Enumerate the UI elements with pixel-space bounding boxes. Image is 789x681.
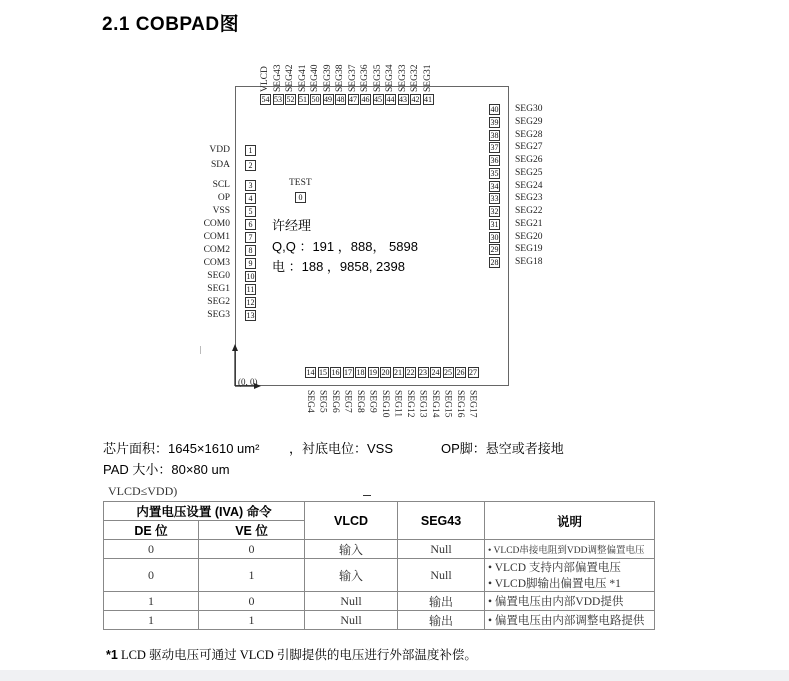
pad-33: 33	[490, 194, 499, 204]
pad-50: 50	[311, 95, 320, 104]
pad-46: 46	[361, 95, 370, 104]
bottom-strip	[0, 670, 789, 681]
pad-label-seg18: SEG18	[515, 257, 543, 267]
pad-label-seg33: SEG33	[397, 64, 408, 92]
contact-qq: Q,Q ：191 ，888， 5898	[272, 239, 418, 254]
pad-label-seg32: SEG32	[410, 64, 420, 92]
footnote-mark: *1	[106, 648, 118, 662]
cell-seg43: 输出	[398, 592, 485, 611]
pad-12: 12	[246, 298, 255, 307]
pad-label-seg11: SEG11	[392, 390, 403, 418]
pad-label-seg22: SEG22	[515, 206, 543, 216]
contact-phone: 电 ：188 ，9858, 2398	[272, 259, 405, 274]
pad-label-seg6: SEG6	[330, 390, 340, 413]
pad-25: 25	[444, 368, 452, 377]
pad-20: 20	[381, 368, 390, 377]
pad-9: 9	[245, 258, 256, 269]
cell-vlcd: Null	[305, 592, 398, 611]
pad-53: 53	[274, 95, 282, 104]
pad-43: 43	[399, 95, 407, 104]
pad-label-seg19: SEG19	[515, 244, 543, 255]
cell-vlcd: 输入	[305, 559, 398, 592]
section-title: 2.1 COBPAD图	[102, 14, 240, 35]
pad-16: 16	[331, 368, 340, 377]
pad-label-seg42: SEG42	[285, 64, 295, 92]
pad-11: 11	[246, 285, 255, 294]
pad-label-seg14: SEG14	[430, 390, 440, 418]
vlcd-column-header: VLCD	[305, 502, 398, 540]
pad-1: 1	[245, 145, 256, 156]
pad-39: 39	[490, 117, 499, 127]
pad-2: 2	[245, 160, 256, 171]
pad-label-com0: COM0	[203, 219, 230, 229]
pad-42: 42	[411, 95, 420, 104]
iva-group-header: 内置电压设置 (IVA) 命令	[104, 502, 305, 521]
cell-de: 0	[104, 540, 199, 559]
pad-label-seg13: SEG13	[417, 390, 428, 418]
cell-ve: 1	[199, 611, 305, 630]
cell-seg43: Null	[398, 559, 485, 592]
table-row	[104, 611, 655, 630]
iva-settings-table	[103, 501, 655, 630]
pad-35: 35	[490, 168, 499, 178]
pad-label-seg30: SEG30	[515, 104, 543, 114]
pad-5: 5	[245, 206, 256, 217]
pad-label-com3: COM3	[203, 258, 230, 268]
pad-label-seg38: SEG38	[335, 64, 345, 92]
chip-area: 芯片面积：1645×1610 um²	[103, 441, 260, 456]
pad-label-seg4: SEG4	[305, 390, 315, 413]
cell-de: 0	[104, 559, 199, 592]
footnote	[106, 645, 477, 663]
pad-36: 36	[490, 156, 499, 165]
pad-14: 14	[306, 368, 315, 377]
pad-label-vdd: VDD	[209, 145, 230, 155]
table-row	[104, 592, 655, 611]
pad-label-seg43: SEG43	[272, 64, 283, 92]
table-row	[104, 540, 655, 559]
pad-label-op: OP	[217, 193, 230, 203]
pad-3: 3	[245, 180, 256, 191]
pad-label-seg2: SEG2	[207, 297, 230, 307]
pad-label-seg1: SEG1	[207, 284, 230, 294]
description-line: • VLCD脚输出偏置电压 *1	[488, 578, 621, 590]
pad-41: 41	[424, 95, 432, 104]
pad-label-seg25: SEG25	[515, 167, 543, 178]
test-pad-label: TEST	[289, 178, 312, 188]
pad-21: 21	[394, 368, 402, 377]
pad-label-seg41: SEG41	[297, 64, 308, 92]
cell-description	[485, 611, 655, 630]
pad-label-seg29: SEG29	[515, 116, 543, 127]
pad-label-com1: COM1	[203, 232, 230, 242]
pad-label-seg9: SEG9	[367, 390, 378, 413]
pad-label-seg3: SEG3	[207, 310, 230, 320]
pad-label-seg10: SEG10	[380, 390, 390, 418]
pad-7: 7	[245, 232, 256, 243]
dash-mark	[363, 495, 371, 496]
pad-37: 37	[490, 143, 499, 153]
pad-31: 31	[490, 219, 499, 229]
cell-description	[485, 540, 655, 559]
origin-label: (0, 0)	[238, 377, 258, 387]
cell-seg43: Null	[398, 540, 485, 559]
description-column-header: 说明	[485, 502, 655, 540]
footnote-text: LCD 驱动电压可通过 VLCD 引脚提供的电压进行外部温度补偿。	[117, 648, 477, 662]
pad-label-seg7: SEG7	[342, 390, 353, 413]
cell-de: 1	[104, 592, 199, 611]
pad-label-seg35: SEG35	[372, 64, 383, 92]
pad-size: PAD 大小：80×80 um	[103, 462, 230, 477]
pad-23: 23	[419, 368, 427, 377]
pad-label-seg12: SEG12	[405, 390, 415, 418]
pad-label-seg16: SEG16	[455, 390, 465, 418]
pad-label-seg23: SEG23	[515, 193, 543, 204]
pad-4: 4	[245, 193, 256, 204]
iva-table-body	[104, 540, 655, 630]
pad-label-seg36: SEG36	[360, 64, 370, 92]
pad-label-seg8: SEG8	[355, 390, 365, 413]
cell-ve: 1	[199, 559, 305, 592]
pad-17: 17	[344, 368, 352, 377]
description-line: • 偏置电压由内部VDD提供	[488, 596, 624, 608]
cell-seg43: 输出	[398, 611, 485, 630]
vlcd-note: VLCD≤VDD)	[108, 484, 178, 498]
pad-label-seg26: SEG26	[515, 155, 543, 165]
pad-label-seg21: SEG21	[515, 218, 543, 229]
cell-description	[485, 592, 655, 611]
pad-label-sda: SDA	[210, 160, 230, 170]
pad-47: 47	[349, 95, 357, 104]
pad-22: 22	[406, 368, 415, 377]
pad-13: 13	[246, 311, 255, 320]
pad-label-seg31: SEG31	[422, 64, 433, 92]
pad-label-seg28: SEG28	[515, 129, 543, 140]
cell-de: 1	[104, 611, 199, 630]
op-pin-note: OP脚：悬空或者接地	[441, 441, 564, 456]
pad-44: 44	[386, 95, 395, 104]
description-line: • VLCD串接电阻到VDD调整偏置电压	[488, 546, 645, 556]
pad-32: 32	[490, 207, 499, 216]
pad-30: 30	[490, 232, 499, 242]
test-pad: 0	[295, 192, 306, 203]
pad-label-seg34: SEG34	[385, 64, 395, 92]
pad-28: 28	[490, 258, 499, 267]
pad-24: 24	[431, 368, 440, 377]
cell-ve: 0	[199, 592, 305, 611]
pad-18: 18	[356, 368, 365, 377]
pad-19: 19	[369, 368, 377, 377]
pad-label-seg17: SEG17	[467, 390, 478, 418]
cell-description	[485, 559, 655, 592]
pad-54: 54	[261, 95, 270, 104]
description-line: • 偏置电压由内部调整电路提供	[488, 615, 645, 627]
pad-40: 40	[490, 105, 499, 114]
edge-mark	[200, 346, 201, 354]
description-line: • VLCD 支持内部偏置电压	[488, 562, 621, 574]
pad-27: 27	[469, 368, 477, 377]
pad-label-seg24: SEG24	[515, 180, 543, 191]
contact-name: 许经理	[272, 218, 312, 233]
pad-label-seg40: SEG40	[310, 64, 320, 92]
cell-ve: 0	[199, 540, 305, 559]
pad-15: 15	[319, 368, 327, 377]
pad-29: 29	[490, 245, 499, 255]
pad-38: 38	[490, 130, 499, 140]
pad-34: 34	[490, 181, 499, 191]
pad-label-seg39: SEG39	[322, 64, 333, 92]
pad-label-seg37: SEG37	[347, 64, 358, 92]
pad-label-com2: COM2	[203, 245, 230, 255]
cell-vlcd: 输入	[305, 540, 398, 559]
pad-52: 52	[286, 95, 295, 104]
pad-48: 48	[336, 95, 345, 104]
pad-label-seg20: SEG20	[515, 231, 543, 242]
pad-51: 51	[299, 95, 307, 104]
pad-26: 26	[456, 368, 465, 377]
pad-label-vlcd: VLCD	[260, 66, 270, 92]
pad-8: 8	[245, 245, 256, 256]
pad-label-seg15: SEG15	[442, 390, 453, 418]
pad-45: 45	[374, 95, 382, 104]
pad-10: 10	[246, 272, 255, 281]
seg43-column-header: SEG43	[398, 502, 485, 540]
pad-label-seg27: SEG27	[515, 142, 543, 153]
pad-6: 6	[245, 219, 256, 230]
pad-label-vss: VSS	[212, 206, 230, 216]
pad-label-seg5: SEG5	[317, 390, 328, 413]
table-row	[104, 559, 655, 592]
cell-vlcd: Null	[305, 611, 398, 630]
pad-49: 49	[324, 95, 332, 104]
pad-label-seg0: SEG0	[207, 271, 230, 281]
de-column-header: DE 位	[104, 521, 199, 540]
pad-label-scl: SCL	[212, 180, 230, 190]
substrate-potential: ，衬底电位：VSS	[289, 441, 394, 456]
ve-column-header: VE 位	[199, 521, 305, 540]
